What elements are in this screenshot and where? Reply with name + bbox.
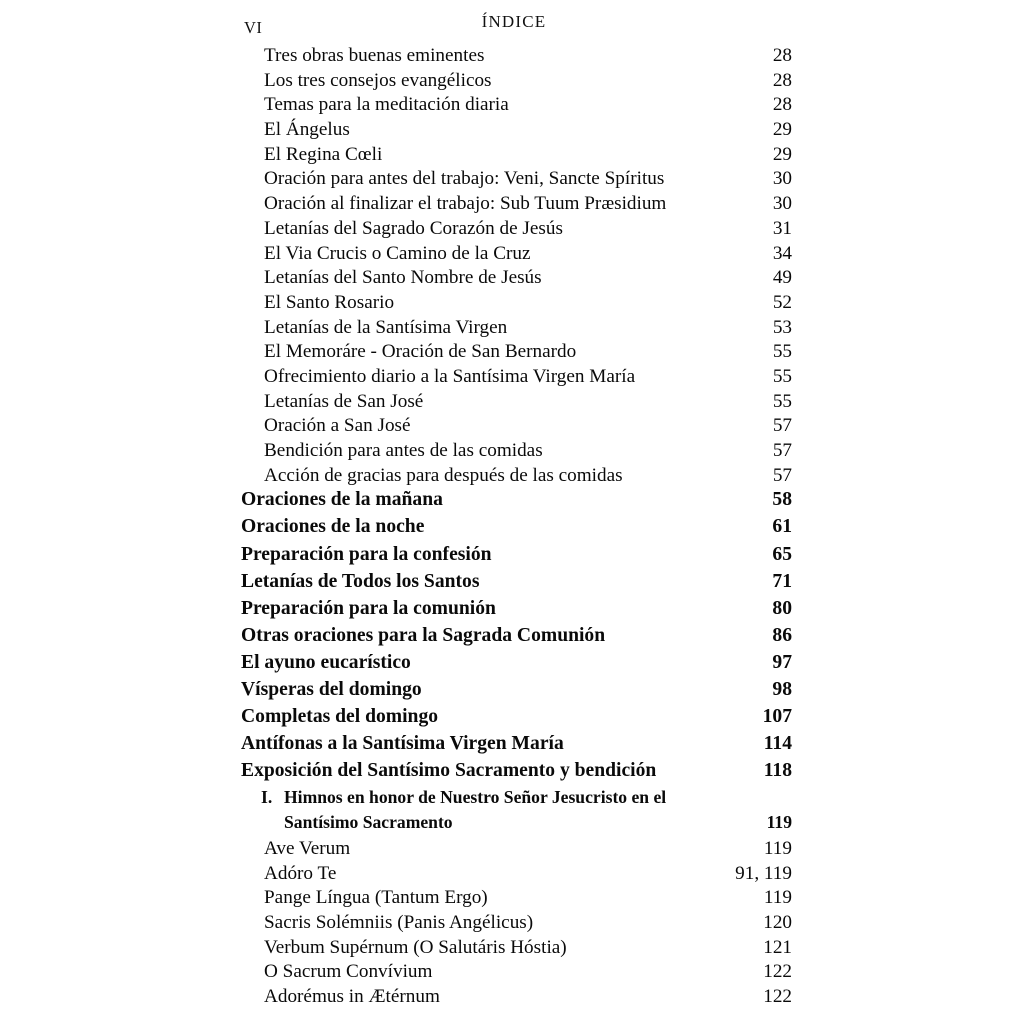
toc-entry-title: Temas para la meditación diaria — [264, 94, 509, 116]
toc-entry-title: Otras oraciones para la Sagrada Comunión — [241, 624, 606, 646]
toc-entry[interactable] — [236, 70, 792, 95]
toc-entry-page-number: 121 — [763, 936, 792, 958]
toc-entry[interactable] — [236, 267, 792, 292]
toc-entry-title: Oración para antes del trabajo: Veni, Sancte Spíritus — [264, 168, 665, 190]
toc-entry[interactable] — [236, 571, 792, 598]
toc-entry[interactable] — [236, 391, 792, 416]
toc-entry-title: El Santo Rosario — [264, 291, 395, 313]
toc-entry[interactable] — [236, 465, 792, 490]
page-header — [236, 12, 792, 42]
toc-entry[interactable] — [236, 168, 792, 193]
toc-entry[interactable] — [236, 94, 792, 119]
toc-entry-title: Letanías de la Santísima Virgen — [264, 316, 508, 338]
toc-entry-page-number: 119 — [763, 887, 792, 909]
toc-entry-page-number: 30 — [772, 193, 792, 215]
toc-entry-page-number: 65 — [772, 543, 792, 565]
running-head-title: ÍNDICE — [481, 12, 547, 31]
toc-entry-page-number: 120 — [763, 912, 792, 934]
toc-entry[interactable] — [236, 733, 792, 760]
folio-number: VI — [244, 18, 263, 37]
toc-entry-page-number: 49 — [772, 267, 792, 289]
toc-entry-title: El Memoráre - Oración de San Bernardo — [264, 341, 577, 363]
toc-entry-page-number: 119 — [766, 812, 792, 833]
toc-entry-title: Letanías de Todos los Santos — [241, 570, 480, 592]
toc-entry-title: Letanías del Sagrado Corazón de Jesús — [264, 217, 563, 239]
toc-entry-title: Preparación para la comunión — [241, 597, 496, 619]
toc-entry-title: Pange Língua (Tantum Ergo) — [264, 887, 488, 909]
toc-entry-page-number: 57 — [772, 440, 792, 461]
toc-entry-title: Adorémus in Ætérnum — [264, 986, 440, 1008]
toc-entry[interactable] — [236, 243, 792, 268]
toc-entry-page-number: 114 — [763, 733, 792, 755]
toc-entry-page-number: 31 — [772, 217, 792, 239]
toc-entry-page-number: 98 — [772, 679, 792, 701]
toc-entry-title: Preparación para la confesión — [241, 543, 492, 565]
toc-entry-title: Acción de gracias para después de las comidas — [264, 464, 623, 486]
toc-entry[interactable] — [236, 986, 792, 1011]
toc-entry[interactable] — [236, 787, 792, 812]
toc-entry-page-number: 29 — [772, 143, 792, 165]
toc-entry[interactable] — [236, 218, 792, 243]
toc-entry-title: O Sacrum Convívium — [264, 961, 433, 983]
toc-entry-title: Vísperas del domingo — [241, 679, 422, 701]
toc-entry[interactable] — [236, 516, 792, 543]
toc-entry-title: Santísimo Sacramento — [284, 812, 453, 833]
toc-entry[interactable] — [236, 912, 792, 937]
toc-entry-title: Letanías de San José — [264, 390, 424, 412]
toc-entry-page-number: 53 — [772, 316, 792, 338]
toc-entry-title: El Via Crucis o Camino de la Cruz — [264, 242, 531, 264]
toc-entry-title: Completas del domingo — [241, 706, 439, 728]
toc-entry-title: Antífonas a la Santísima Virgen María — [241, 733, 564, 755]
toc-entry-page-number: 57 — [772, 464, 792, 486]
toc-entry-title: Oraciones de la noche — [241, 516, 425, 538]
toc-entry-page-number: 122 — [763, 961, 792, 983]
table-of-contents — [236, 45, 792, 1011]
toc-entry-title: Adóro Te — [264, 862, 337, 884]
toc-entry-page-number: 119 — [763, 838, 792, 859]
toc-entry-title: Oración a San José — [264, 415, 411, 437]
toc-entry[interactable] — [236, 366, 792, 391]
toc-entry[interactable] — [236, 652, 792, 679]
toc-entry-page-number: 58 — [772, 489, 792, 511]
toc-entry[interactable] — [236, 440, 792, 465]
toc-entry-title: Ave Verum — [264, 838, 351, 859]
toc-entry[interactable] — [236, 489, 792, 516]
toc-entry-title: El Regina Cœli — [264, 143, 383, 165]
toc-entry-numeral: I. — [261, 787, 273, 808]
toc-entry-page-number: 29 — [772, 119, 792, 141]
toc-entry-page-number: 61 — [772, 516, 792, 538]
toc-entry[interactable] — [236, 193, 792, 218]
toc-entry[interactable] — [236, 119, 792, 144]
toc-entry[interactable] — [236, 863, 792, 888]
toc-entry[interactable] — [236, 937, 792, 962]
toc-entry-page-number: 107 — [762, 706, 792, 728]
toc-entry-page-number: 118 — [763, 760, 792, 782]
toc-entry[interactable] — [236, 706, 792, 733]
toc-entry-page-number: 55 — [772, 341, 792, 363]
toc-entry-page-number: 34 — [772, 242, 792, 264]
toc-entry-page-number: 55 — [772, 390, 792, 412]
toc-entry[interactable] — [236, 887, 792, 912]
toc-entry[interactable] — [236, 317, 792, 342]
toc-entry[interactable] — [236, 961, 792, 986]
toc-entry-page-number: 122 — [763, 986, 792, 1008]
toc-entry-title: Himnos en honor de Nuestro Señor Jesucristo en el — [284, 787, 667, 808]
toc-entry-page-number: 57 — [772, 415, 792, 437]
toc-entry-page-number: 55 — [772, 365, 792, 387]
toc-entry-title: Exposición del Santísimo Sacramento y bendición — [241, 760, 657, 782]
toc-entry-title: Letanías del Santo Nombre de Jesús — [264, 267, 542, 289]
toc-entry-title: Verbum Supérnum (O Salutáris Hóstia) — [264, 936, 567, 958]
toc-entry-page-number: 80 — [772, 597, 792, 619]
toc-entry-page-number: 52 — [772, 291, 792, 313]
toc-entry-title: Sacris Solémniis (Panis Angélicus) — [264, 912, 534, 934]
toc-entry-title: Oraciones de la mañana — [241, 489, 443, 511]
toc-entry-page-number: 91, 119 — [735, 862, 792, 884]
toc-entry[interactable] — [236, 144, 792, 169]
toc-entry-title: El ayuno eucarístico — [241, 651, 411, 673]
toc-entry[interactable] — [236, 292, 792, 317]
toc-entry[interactable] — [236, 415, 792, 440]
toc-entry[interactable] — [236, 679, 792, 706]
toc-entry[interactable] — [236, 760, 792, 787]
toc-entry-title: Bendición para antes de las comidas — [264, 440, 543, 461]
toc-entry-page-number: 71 — [772, 570, 792, 592]
toc-entry[interactable] — [236, 625, 792, 652]
toc-entry-title: Ofrecimiento diario a la Santísima Virgen María — [264, 365, 636, 387]
toc-entry-page-number: 28 — [772, 45, 792, 66]
toc-entry-page-number: 28 — [772, 69, 792, 91]
toc-entry-page-number: 30 — [772, 168, 792, 190]
toc-entry[interactable] — [236, 341, 792, 366]
toc-entry-page-number: 86 — [772, 624, 792, 646]
toc-entry-title: El Ángelus — [264, 119, 350, 141]
toc-entry[interactable] — [236, 45, 792, 70]
toc-entry-title: Tres obras buenas eminentes — [264, 45, 485, 66]
toc-entry[interactable] — [236, 838, 792, 863]
toc-entry[interactable] — [236, 598, 792, 625]
toc-entry-title: Los tres consejos evangélicos — [264, 69, 492, 91]
toc-entry-page-number: 97 — [772, 651, 792, 673]
toc-entry-page-number: 28 — [772, 94, 792, 116]
toc-entry-title: Oración al finalizar el trabajo: Sub Tuum Præsidium — [264, 193, 667, 215]
toc-entry[interactable] — [236, 544, 792, 571]
toc-entry[interactable] — [236, 812, 792, 838]
